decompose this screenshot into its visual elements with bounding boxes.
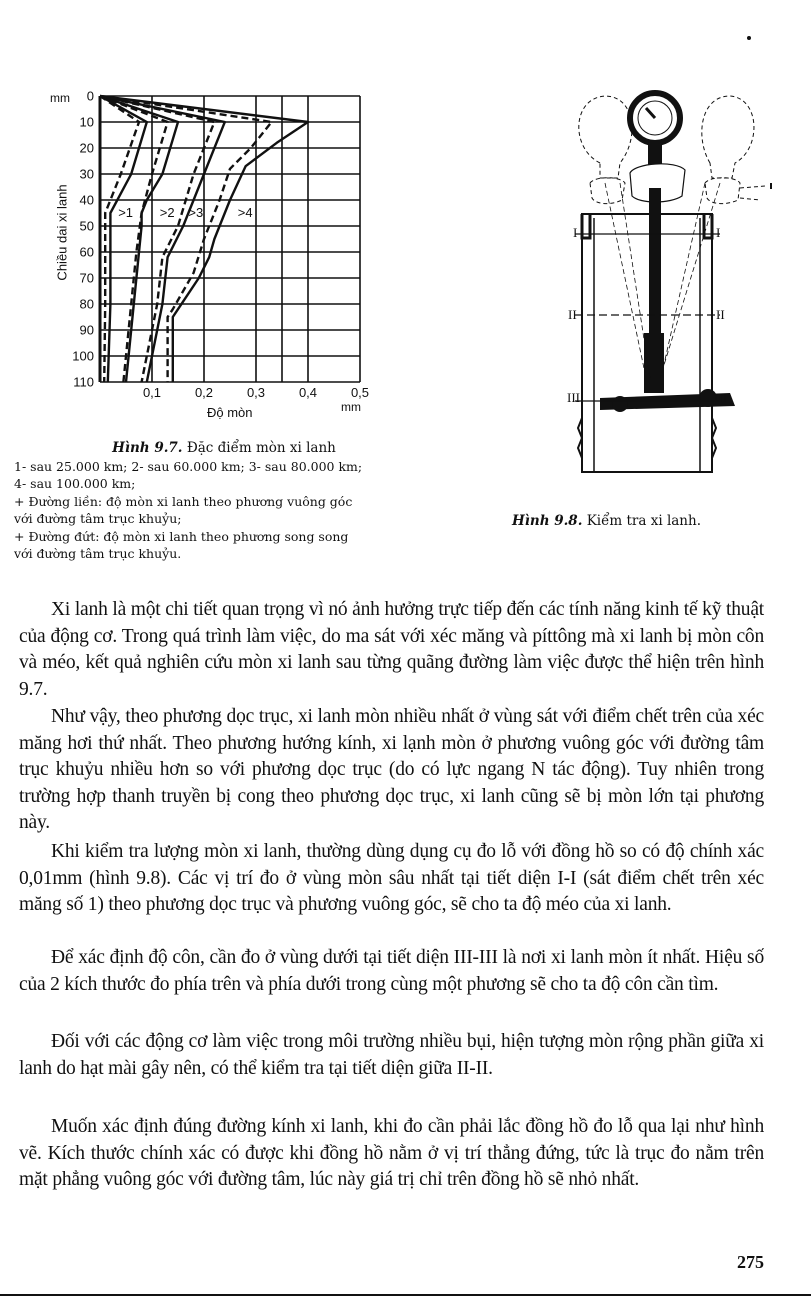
svg-text:70: 70 (79, 270, 94, 286)
legend-line: 1- sau 25.000 km; 2- sau 60.000 km; 3- sau 80.000 km; (14, 458, 363, 474)
legend-line: + Đường liền: độ mòn xi lanh theo phương vuông góc (14, 493, 353, 509)
svg-text:0,5: 0,5 (350, 385, 370, 400)
footer-rule (0, 1294, 811, 1296)
svg-text:0,4: 0,4 (298, 385, 318, 400)
gauge-rod (649, 188, 661, 348)
svg-text:80: 80 (79, 296, 94, 312)
svg-text:>3: >3 (188, 205, 204, 220)
y-axis-unit: mm (50, 91, 70, 105)
figure-9-7 (40, 80, 440, 430)
figure-9-7-title: Hình 9.7. Đặc điểm mòn xi lanh (112, 440, 336, 456)
paragraph-4: Để xác định độ côn, cần đo ở vùng dưới tại tiết diện III-III là nơi xi lanh mòn ít nhất. Hiệu số của 2 kích thước đo phía trên và phía dưới trong cùng một phương sẽ cho ta độ côn cần tìm. (19, 947, 764, 995)
svg-text:110: 110 (73, 374, 94, 390)
svg-text:>4: >4 (237, 205, 253, 220)
hand-left-icon (579, 96, 632, 204)
speck (770, 183, 772, 189)
svg-text:0: 0 (86, 88, 94, 104)
section-label-II-right: II (716, 307, 725, 322)
dial-gauge-icon (630, 93, 680, 172)
section-label-III-left: III (567, 390, 580, 405)
svg-text:90: 90 (79, 322, 94, 338)
paragraph-1: Xi lanh là một chi tiết quan trọng vì nó ảnh hưởng trực tiếp đến các tính năng kinh tế kỹ thuật của động cơ. Trong quá trình làm việc, do ma sát với xéc măng và píttông mà xi lanh bị mòn côn và méo, kết quả nghiên cứu mòn xi lanh sau từng quãng đường làm việc được thể hiện trên hình 9.7. (19, 599, 764, 700)
svg-text:0,2: 0,2 (194, 385, 214, 400)
svg-text:30: 30 (79, 166, 94, 182)
svg-text:>1: >1 (118, 205, 134, 220)
legend-line: với đường tâm trục khuỷu; (14, 511, 182, 526)
svg-text:20: 20 (79, 140, 94, 156)
svg-text:0,3: 0,3 (246, 385, 266, 400)
x-axis-unit: mm (341, 400, 361, 414)
x-axis-label: Độ mòn (207, 405, 253, 420)
section-label-III-right: III (714, 390, 727, 405)
paragraph-3: Khi kiểm tra lượng mòn xi lanh, thường dùng dụng cụ đo lỗ với đồng hồ so có độ chính xác 0,01mm (hình 9.8). Các vị trí đo ở vùng mòn sâu nhất tại tiết diện I-I (sát điểm chết trên xéc măng số 1) theo phương dọc trục và phương vuông góc, sẽ cho ta độ méo của xi lanh. (19, 841, 764, 915)
figure-9-7-caption (14, 440, 434, 563)
y-axis-label: Chiều dai xi lanh (54, 184, 70, 281)
svg-text:60: 60 (79, 244, 94, 260)
paragraph-6: Muốn xác định đúng đường kính xi lanh, khi đo cần phải lắc đồng hồ đo lỗ qua lại như hình vẽ. Kích thước chính xác có được khi đồng hồ nằm ở vị trí thẳng đứng, tức là trục đo nằm trên mặt phẳng vuông góc với đường tâm, lúc này giá trị chỉ trên đồng hồ sẽ nhỏ nhất. (19, 1116, 764, 1190)
svg-text:50: 50 (79, 218, 94, 234)
page-number: 275 (737, 1252, 764, 1272)
section-label-I-left: I (573, 225, 578, 240)
paragraph-2: Như vậy, theo phương dọc trục, xi lanh mòn nhiều nhất ở vùng sát với điểm chết trên của xéc măng hơi thứ nhất. Theo phương hướng kính, xi lạnh mòn ở phương vuông góc với đường tâm trục khuỷu nhiều hơn so với phương dọc trục (do có lực ngang N tác động). Tuy nhiên trong trường hợp thanh truyền bị cong theo phương dọc trục, xi lanh cũng sẽ bị mòn lớn tại phương này. (19, 706, 764, 833)
hand-right-icon (702, 96, 765, 204)
svg-text:40: 40 (79, 192, 94, 208)
svg-text:0,1: 0,1 (142, 385, 162, 400)
section-label-I-right: I (716, 225, 721, 240)
svg-text:10: 10 (79, 114, 94, 130)
figure-9-8 (560, 88, 780, 488)
section-label-II-left: II (568, 307, 577, 322)
svg-text:>2: >2 (159, 205, 175, 220)
wear-chart (40, 80, 440, 430)
legend-line: + Đường đứt: độ mòn xi lanh theo phương song song (14, 528, 349, 544)
legend-line: 4- sau 100.000 km; (14, 476, 136, 491)
figure-9-8-caption: Hình 9.8. Kiểm tra xi lanh. (512, 513, 701, 529)
cylinder-gauge-illustration (560, 88, 780, 488)
legend-line: với đường tâm trục khuỷu. (14, 546, 182, 561)
svg-text:100: 100 (72, 348, 94, 364)
paragraph-5: Đối với các động cơ làm việc trong môi trường nhiều bụi, hiện tượng mòn rộng phần giữa xi lanh do hạt mài gây nên, có thể kiểm tra tại tiết diện giữa II-II. (19, 1031, 764, 1079)
speck (747, 36, 751, 40)
